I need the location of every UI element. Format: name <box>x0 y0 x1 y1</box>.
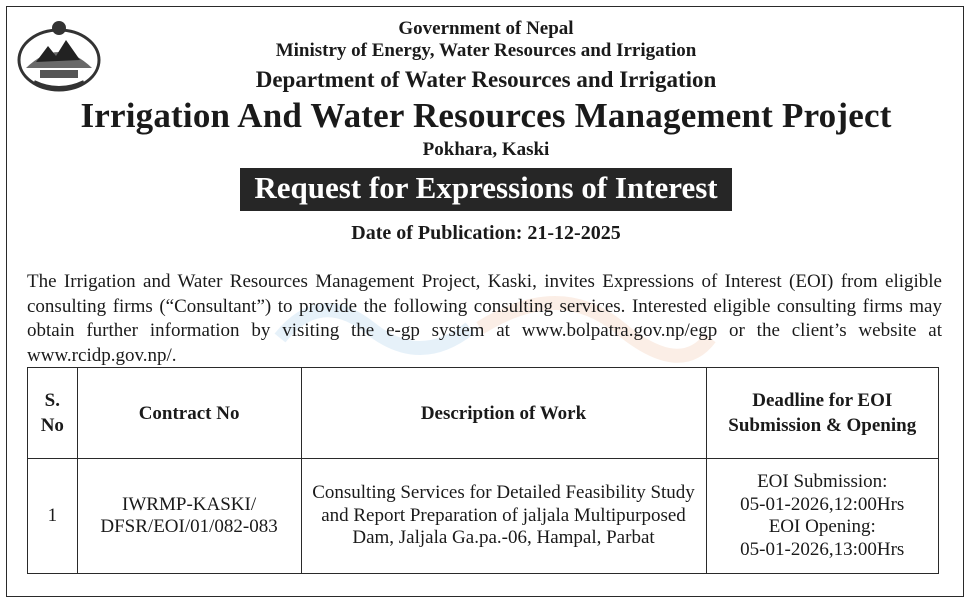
publication-date: Date of Publication: 21-12-2025 <box>351 222 621 244</box>
row-description: Consulting Services for Detailed Feasibility Study and Report Preparation of jaljala Multipurposed Dam, Jaljala Ga.pa.-06, Hampal, Parbat <box>301 459 706 574</box>
banner-container <box>0 168 972 211</box>
row-contract-no: IWRMP-KASKI/ DFSR/EOI/01/082-083 <box>77 459 301 574</box>
table-row <box>28 459 939 574</box>
row-deadline <box>706 459 939 574</box>
header-deadline: Deadline for EOI Submission & Opening <box>706 368 939 459</box>
eoi-table <box>27 367 939 574</box>
header-contract-no: Contract No <box>77 368 301 459</box>
intro-paragraph: The Irrigation and Water Resources Management Project, Kaski, invites Expressions of Interest (EOI) from eligible consulting firms (“Consultant”) to provide the following consulting services. Interested eligible consulting firms may obtain further information by visiting the e-gp system at www.bolpatra.gov.np/egp or the client’s website at www.rcidp.gov.np/. <box>27 271 942 366</box>
opening-label: EOI Opening: <box>768 516 876 537</box>
header-description: Description of Work <box>301 368 706 459</box>
header-sno: S. No <box>28 368 78 459</box>
ministry-title: Ministry of Energy, Water Resources and Irrigation <box>275 40 697 61</box>
submission-value: 05-01-2026,12:00Hrs <box>740 493 905 515</box>
notice-banner: Request for Expressions of Interest <box>240 168 731 211</box>
opening-value: 05-01-2026,13:00Hrs <box>740 538 905 560</box>
project-location: Pokhara, Kaski <box>422 139 550 160</box>
department-title: Department of Water Resources and Irrigation <box>255 67 717 92</box>
project-title: Irrigation And Water Resources Management Project <box>80 96 892 135</box>
row-sno: 1 <box>28 459 78 574</box>
government-title: Government of Nepal <box>398 18 574 39</box>
table-header-row <box>28 368 939 459</box>
submission-label: EOI Submission: <box>757 471 888 492</box>
